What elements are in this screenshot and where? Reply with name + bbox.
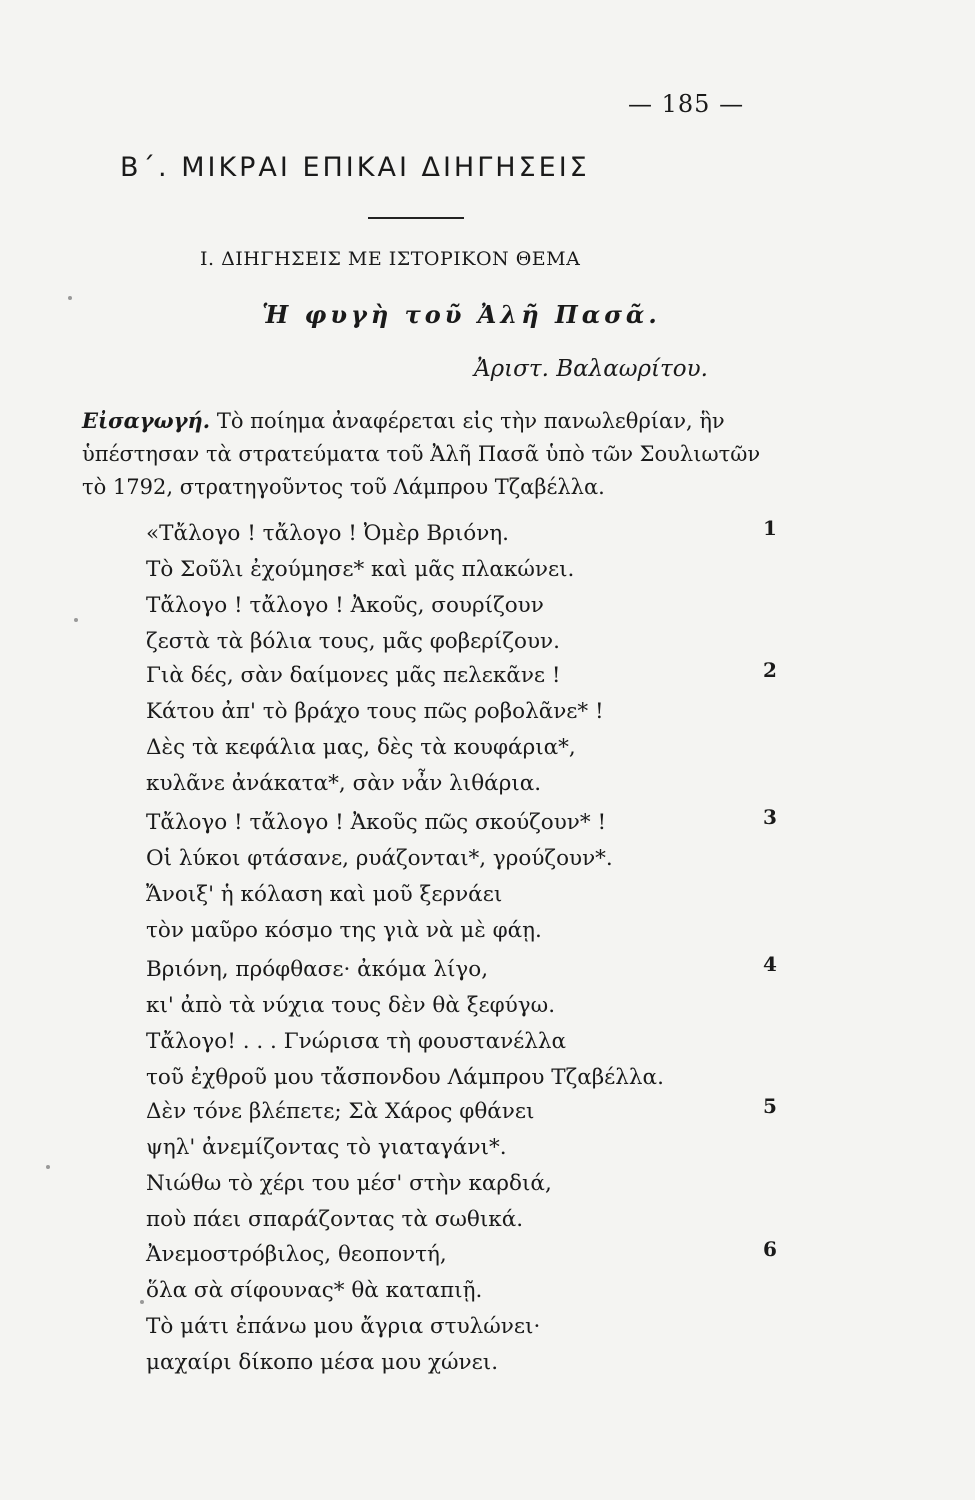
verse-line: Δὲν τόνε βλέπετε; Σὰ Χάρος φθάνει xyxy=(146,1099,535,1124)
verse-line: Τὸ μάτι ἐπάνω μου ἄγρια στυλώνει· xyxy=(146,1314,541,1339)
stanza-4 xyxy=(146,952,786,1096)
paper-speck xyxy=(140,1300,144,1304)
verse-line: Δὲς τὰ κεφάλια μας, δὲς τὰ κουφάρια*, xyxy=(146,735,576,760)
poem-author: Ἀριστ. Βαλαωρίτου. xyxy=(474,356,708,382)
stanza-5 xyxy=(146,1094,786,1238)
verse-line: Ἄνοιξ' ἡ κόλαση καὶ μοῦ ξερνάει xyxy=(146,882,503,907)
verse-line: Τἄλογο! . . . Γνώρισα τὴ φουστανέλλα xyxy=(146,1029,567,1054)
verse-line: Νιώθω τὸ χέρι του μέσ' στὴν καρδιά, xyxy=(146,1171,552,1196)
paper-speck xyxy=(68,296,72,300)
verse-line: Κάτου ἀπ' τὸ βράχο τους πῶς ροβολᾶνε* ! xyxy=(146,699,604,724)
page-number: — 185 — xyxy=(628,90,745,118)
verse-line: ζεστὰ τὰ βόλια τους, μᾶς φοβερίζουν. xyxy=(146,629,560,654)
stanza-3 xyxy=(146,805,786,949)
verse-line: κυλᾶνε ἀνάκατα*, σὰν νἆν λιθάρια. xyxy=(146,771,542,796)
section-title: Β΄. ΜΙΚΡΑΙ ΕΠΙΚΑΙ ΔΙΗΓΗΣΕΙΣ xyxy=(120,152,590,183)
stanza-number: 3 xyxy=(763,805,777,829)
intro-label: Εἰσαγωγή. xyxy=(82,408,211,433)
verse-line: ψηλ' ἀνεμίζοντας τὸ γιαταγάνι*. xyxy=(146,1135,507,1160)
stanza-2 xyxy=(146,658,786,802)
verse-line: τὸν μαῦρο κόσμο της γιὰ νὰ μὲ φάῃ. xyxy=(146,918,542,943)
verse-line: Ἀνεμοστρόβιλος, θεοποντή, xyxy=(146,1242,447,1267)
intro-line: τὸ 1792, στρατηγοῦντος τοῦ Λάμπρου Τζαβέλλα. xyxy=(82,475,605,499)
verse-line: μαχαίρι δίκοπο μέσα μου χώνει. xyxy=(146,1350,499,1375)
stanza-number: 5 xyxy=(763,1094,777,1118)
verse-line: Βριόνη, πρόφθασε· ἀκόμα λίγο, xyxy=(146,957,489,982)
verse-line: Τὸ Σοῦλι ἐχούμησε* καὶ μᾶς πλακώνει. xyxy=(146,557,575,582)
subsection-heading: I. ΔΙΗΓΗΣΕΙΣ ΜΕ ΙΣΤΟΡΙΚΟΝ ΘΕΜΑ xyxy=(200,248,581,270)
verse-line: ὅλα σὰ σίφουνας* θὰ καταπιῇ. xyxy=(146,1278,483,1303)
verse-line: «Τἄλογο ! τἄλογο ! Ὀμὲρ Βριόνη. xyxy=(146,521,509,546)
intro-line: ὑπέστησαν τὰ στρατεύματα τοῦ Ἀλῆ Πασᾶ ὑπὸ τῶν Σουλιωτῶν xyxy=(82,442,761,466)
paper-speck xyxy=(46,1165,50,1169)
paper-speck xyxy=(74,618,78,622)
introduction xyxy=(82,404,792,504)
intro-text: Τὸ ποίημα ἀναφέρεται εἰς τὴν πανωλεθρίαν, ἣν xyxy=(216,409,725,433)
verse-line: Γιὰ δές, σὰν δαίμονες μᾶς πελεκᾶνε ! xyxy=(146,663,561,688)
stanza-number: 1 xyxy=(763,516,777,540)
verse-line: Τἄλογο ! τἄλογο ! Ἀκοῦς πῶς σκούζουν* ! xyxy=(146,810,607,835)
title-divider xyxy=(368,217,464,219)
intro-line xyxy=(82,404,792,438)
stanza-6 xyxy=(146,1237,786,1381)
verse-line: ποὺ πάει σπαράζοντας τὰ σωθικά. xyxy=(146,1207,524,1232)
stanza-number: 2 xyxy=(763,658,777,682)
verse-line: Οἱ λύκοι φτάσανε, ρυάζονται*, γρούζουν*. xyxy=(146,846,613,871)
poem-title: Ἡ φυγὴ τοῦ Ἀλῆ Πασᾶ. xyxy=(262,300,661,329)
stanza-number: 4 xyxy=(763,952,777,976)
verse-line: τοῦ ἐχθροῦ μου τἄσπονδου Λάμπρου Τζαβέλλα. xyxy=(146,1065,664,1090)
verse-line: κι' ἀπὸ τὰ νύχια τους δὲν θὰ ξεφύγω. xyxy=(146,993,556,1018)
stanza-number: 6 xyxy=(763,1237,777,1261)
verse-line: Τἄλογο ! τἄλογο ! Ἀκοῦς, σουρίζουν xyxy=(146,593,544,618)
stanza-1 xyxy=(146,516,786,660)
